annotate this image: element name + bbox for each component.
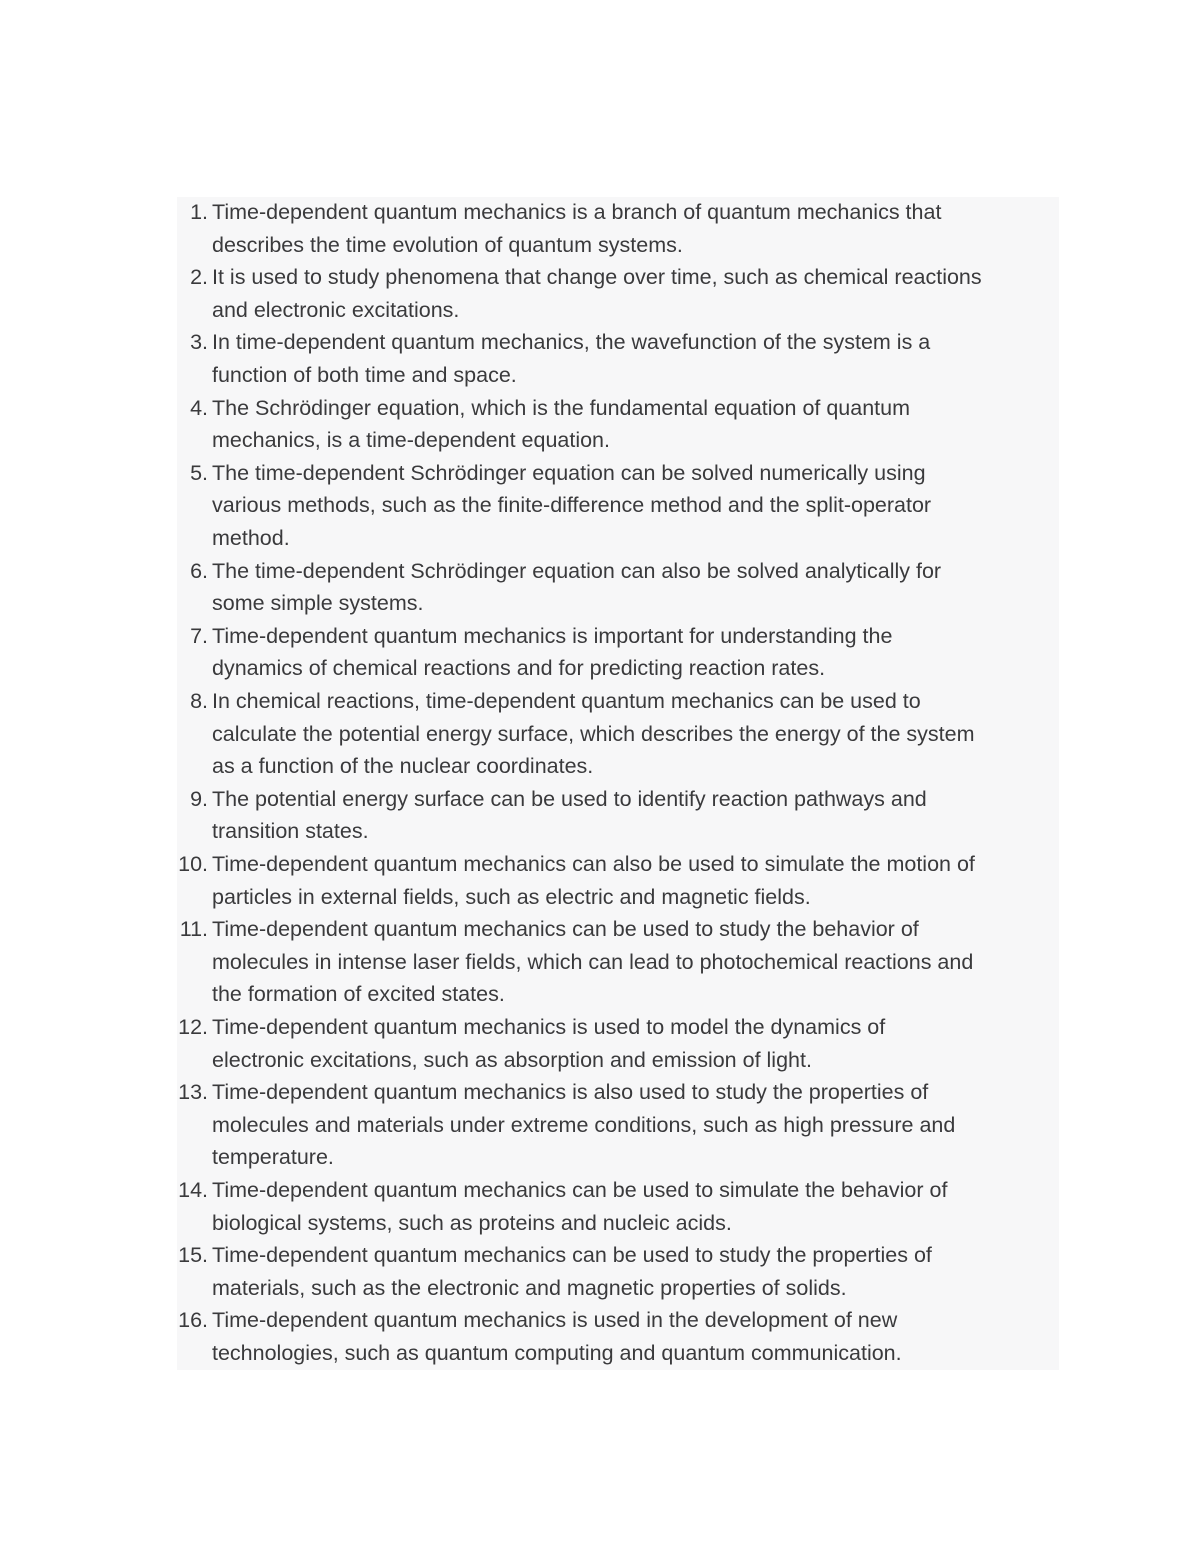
list-item-line: Time-dependent quantum mechanics is also used to study the properties of <box>212 1080 929 1105</box>
list-item-number: 12. <box>178 1015 208 1039</box>
list-item-line: The potential energy surface can be used to identify reaction pathways and <box>212 786 927 811</box>
list-item-line: Time-dependent quantum mechanics can be used to study the behavior of <box>212 917 919 942</box>
list-item-number: 5. <box>190 460 208 485</box>
list-item-line: materials, such as the electronic and magnetic properties of solids. <box>212 1275 847 1300</box>
list-item-number: 13. <box>178 1080 208 1105</box>
list-item-line: The Schrödinger equation, which is the fundamental equation of quantum <box>212 395 911 420</box>
list-block <box>177 197 1059 1370</box>
list-item-number: 2. <box>190 265 208 290</box>
list-item-line: In chemical reactions, time-dependent quantum mechanics can be used to <box>212 689 921 713</box>
list-item-number: 7. <box>190 623 208 648</box>
list-item-line: function of both time and space. <box>212 362 517 387</box>
list-item-line: calculate the potential energy surface, which describes the energy of the system <box>212 721 975 746</box>
list-item-line: Time-dependent quantum mechanics can be used to simulate the behavior of <box>212 1178 948 1202</box>
list-item-text <box>212 783 1058 848</box>
list-item-line: various methods, such as the finite-difference method and the split-operator <box>212 493 932 518</box>
list-item-line: Time-dependent quantum mechanics is used in the development of new <box>212 1308 898 1333</box>
list-item-text <box>212 620 1058 685</box>
list-item-number: 1. <box>190 200 208 224</box>
list-item-number: 4. <box>190 395 208 420</box>
list-item-text <box>212 1174 1058 1239</box>
list-item-text <box>212 1076 1058 1174</box>
list-item-number: 6. <box>190 558 208 583</box>
list-item-line: The time-dependent Schrödinger equation can also be solved analytically for <box>212 558 942 583</box>
list-item-text <box>212 392 1058 457</box>
list-item-text <box>212 457 1058 555</box>
list-item-number: 10. <box>178 852 208 876</box>
list-item-line: Time-dependent quantum mechanics can be used to study the properties of <box>212 1243 932 1268</box>
list-item-line: It is used to study phenomena that change over time, such as chemical reactions <box>212 265 982 290</box>
list-item-text <box>212 1011 1058 1076</box>
list-item-line: molecules in intense laser fields, which can lead to photochemical reactions and <box>212 949 974 974</box>
list-item-text <box>212 1239 1058 1304</box>
list-item-number: 11. <box>179 917 208 942</box>
list-item-line: some simple systems. <box>212 591 424 616</box>
list-item-number: 16. <box>178 1308 208 1333</box>
list-item-number: 9. <box>190 786 208 811</box>
list-item-number: 8. <box>190 689 208 713</box>
list-item-number: 15. <box>178 1243 208 1268</box>
list-item-text <box>212 685 1058 783</box>
list-item-line: method. <box>212 525 290 550</box>
list-item-line: electronic excitations, such as absorption and emission of light. <box>212 1047 812 1072</box>
list-item-line: describes the time evolution of quantum systems. <box>212 232 683 257</box>
list-item-number: 14. <box>178 1178 208 1202</box>
list-item-line: the formation of excited states. <box>212 982 505 1007</box>
list-item-line: particles in external fields, such as electric and magnetic fields. <box>212 884 811 909</box>
list-item-line: technologies, such as quantum computing and quantum communication. <box>212 1340 902 1365</box>
list-item-text <box>212 848 1058 913</box>
list-item-line: as a function of the nuclear coordinates. <box>212 754 594 779</box>
list-item-line: Time-dependent quantum mechanics is used to model the dynamics of <box>212 1015 886 1039</box>
list-item-line: molecules and materials under extreme conditions, such as high pressure and <box>212 1112 956 1137</box>
list-item-text <box>212 196 1058 261</box>
list-item-line: temperature. <box>212 1145 334 1170</box>
list-item-text <box>212 555 1058 620</box>
list-item-line: Time-dependent quantum mechanics is important for understanding the <box>212 623 893 648</box>
list-item-line: mechanics, is a time-dependent equation. <box>212 428 610 453</box>
list-item-number: 3. <box>190 330 208 355</box>
list-item-line: Time-dependent quantum mechanics is a branch of quantum mechanics that <box>212 200 942 224</box>
list-item-line: and electronic excitations. <box>212 297 460 322</box>
list-item-text <box>212 1304 1058 1369</box>
list-item-text <box>212 913 1058 1011</box>
list-item-line: biological systems, such as proteins and nucleic acids. <box>212 1210 732 1235</box>
list-item-line: dynamics of chemical reactions and for predicting reaction rates. <box>212 656 826 681</box>
list-item-line: transition states. <box>212 819 369 844</box>
list-item-line: In time-dependent quantum mechanics, the wavefunction of the system is a <box>212 330 931 355</box>
list-item-line: Time-dependent quantum mechanics can also be used to simulate the motion of <box>212 852 975 876</box>
list-item-text <box>212 326 1058 391</box>
list-item-line: The time-dependent Schrödinger equation can be solved numerically using <box>212 460 926 485</box>
list-item-text <box>212 261 1058 326</box>
